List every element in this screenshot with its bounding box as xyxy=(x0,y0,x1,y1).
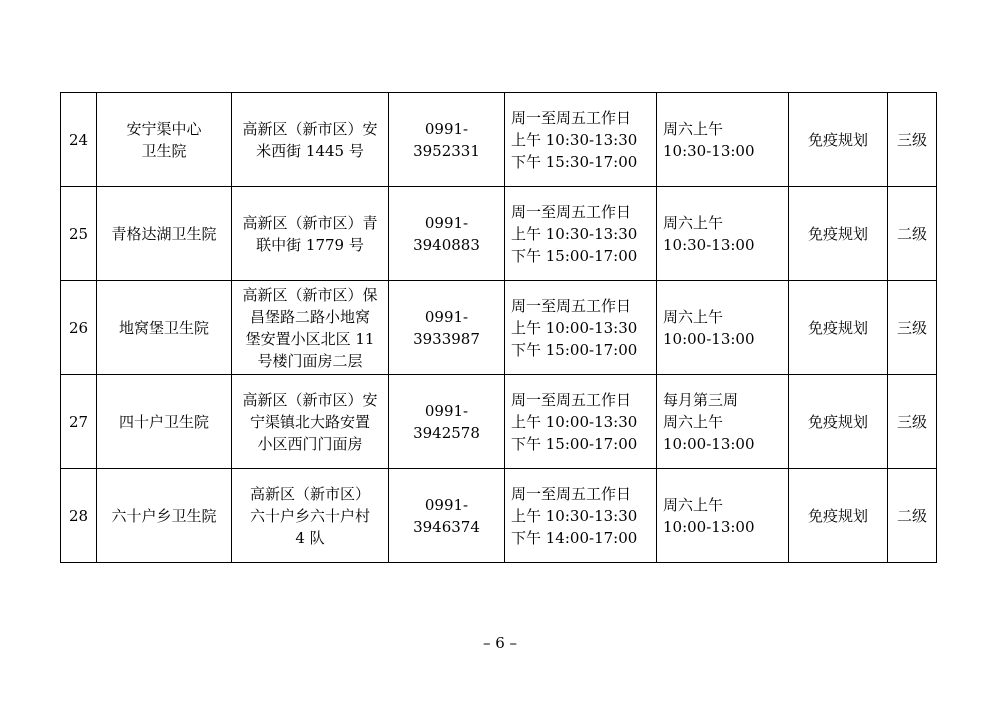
row-number-cell: 24 xyxy=(61,93,97,187)
level-cell: 三级 xyxy=(888,281,937,375)
saturday-hours-line: 10:00-13:00 xyxy=(663,517,755,536)
saturday-hours-cell xyxy=(657,187,789,281)
saturday-hours-line: 10:00-13:00 xyxy=(663,434,755,453)
service-cell: 免疫规划 xyxy=(789,469,888,563)
weekday-hours-line: 下午 15:00-17:00 xyxy=(511,246,638,265)
phone-cell: 0991-3940883 xyxy=(389,187,505,281)
clinic-name-cell xyxy=(97,281,232,375)
address-line: 昌堡路二路小地窝 xyxy=(249,307,370,326)
saturday-hours-line: 周六上午 xyxy=(663,412,724,431)
service-cell: 免疫规划 xyxy=(789,93,888,187)
saturday-hours-line: 10:30-13:00 xyxy=(663,141,755,160)
weekday-hours-line: 上午 10:00-13:30 xyxy=(511,318,638,337)
row-number-cell: 25 xyxy=(61,187,97,281)
saturday-hours-cell xyxy=(657,281,789,375)
table-row xyxy=(61,93,937,187)
weekday-hours-cell xyxy=(505,281,657,375)
table-row xyxy=(61,187,937,281)
weekday-hours-line: 上午 10:30-13:30 xyxy=(511,506,638,525)
vaccination-clinic-table xyxy=(60,92,937,563)
address-line: 宁渠镇北大路安置 xyxy=(249,412,370,431)
row-number-cell: 26 xyxy=(61,281,97,375)
weekday-hours-line: 周一至周五工作日 xyxy=(511,108,632,127)
clinic-name-line: 四十户卫生院 xyxy=(118,412,209,431)
clinic-name-line: 卫生院 xyxy=(141,141,187,160)
service-cell: 免疫规划 xyxy=(789,281,888,375)
service-cell: 免疫规划 xyxy=(789,187,888,281)
weekday-hours-cell xyxy=(505,375,657,469)
address-line: 高新区（新市区） xyxy=(249,484,370,503)
saturday-hours-cell xyxy=(657,469,789,563)
address-line: 米西街 1445 号 xyxy=(256,141,364,160)
weekday-hours-line: 周一至周五工作日 xyxy=(511,202,632,221)
weekday-hours-line: 下午 15:30-17:00 xyxy=(511,152,638,171)
clinic-name-cell xyxy=(97,93,232,187)
weekday-hours-cell xyxy=(505,93,657,187)
weekday-hours-cell xyxy=(505,469,657,563)
weekday-hours-line: 下午 15:00-17:00 xyxy=(511,434,638,453)
address-cell xyxy=(232,375,389,469)
saturday-hours-line: 10:00-13:00 xyxy=(663,329,755,348)
address-line: 小区西门门面房 xyxy=(257,434,363,453)
clinic-name-line: 青格达湖卫生院 xyxy=(111,224,217,243)
weekday-hours-line: 周一至周五工作日 xyxy=(511,390,632,409)
level-cell: 二级 xyxy=(888,187,937,281)
level-cell: 二级 xyxy=(888,469,937,563)
table-row xyxy=(61,375,937,469)
phone-cell: 0991-3952331 xyxy=(389,93,505,187)
row-number-cell: 27 xyxy=(61,375,97,469)
saturday-hours-line: 周六上午 xyxy=(663,213,724,232)
saturday-hours-line: 每月第三周 xyxy=(663,390,739,409)
saturday-hours-cell xyxy=(657,375,789,469)
weekday-hours-line: 周一至周五工作日 xyxy=(511,484,632,503)
address-line: 高新区（新市区）安 xyxy=(242,119,378,138)
clinic-name-line: 六十户乡卫生院 xyxy=(111,506,217,525)
address-line: 4 队 xyxy=(295,528,325,547)
clinic-name-line: 安宁渠中心 xyxy=(126,119,202,138)
saturday-hours-line: 周六上午 xyxy=(663,119,724,138)
weekday-hours-line: 周一至周五工作日 xyxy=(511,296,632,315)
address-line: 联中街 1779 号 xyxy=(256,235,364,254)
weekday-hours-line: 上午 10:30-13:30 xyxy=(511,130,638,149)
address-line: 堡安置小区北区 11 xyxy=(245,329,375,348)
table-row xyxy=(61,469,937,563)
weekday-hours-line: 上午 10:00-13:30 xyxy=(511,412,638,431)
address-line: 高新区（新市区）青 xyxy=(242,213,378,232)
saturday-hours-line: 周六上午 xyxy=(663,495,724,514)
service-cell: 免疫规划 xyxy=(789,375,888,469)
address-line: 高新区（新市区）保 xyxy=(242,285,378,304)
clinic-name-cell xyxy=(97,187,232,281)
level-cell: 三级 xyxy=(888,375,937,469)
phone-cell: 0991-3946374 xyxy=(389,469,505,563)
address-line: 六十户乡六十户村 xyxy=(249,506,370,525)
row-number-cell: 28 xyxy=(61,469,97,563)
clinic-name-cell xyxy=(97,469,232,563)
address-cell xyxy=(232,187,389,281)
weekday-hours-line: 上午 10:30-13:30 xyxy=(511,224,638,243)
address-line: 号楼门面房二层 xyxy=(257,351,363,370)
phone-cell: 0991-3942578 xyxy=(389,375,505,469)
table-row xyxy=(61,281,937,375)
weekday-hours-line: 下午 15:00-17:00 xyxy=(511,340,638,359)
saturday-hours-cell xyxy=(657,93,789,187)
clinic-name-line: 地窝堡卫生院 xyxy=(118,318,209,337)
weekday-hours-cell xyxy=(505,187,657,281)
address-cell xyxy=(232,469,389,563)
saturday-hours-line: 周六上午 xyxy=(663,307,724,326)
clinic-name-cell xyxy=(97,375,232,469)
page-number: – 6 – xyxy=(482,634,518,652)
level-cell: 三级 xyxy=(888,93,937,187)
address-cell xyxy=(232,281,389,375)
address-line: 高新区（新市区）安 xyxy=(242,390,378,409)
weekday-hours-line: 下午 14:00-17:00 xyxy=(511,528,638,547)
phone-cell: 0991-3933987 xyxy=(389,281,505,375)
saturday-hours-line: 10:30-13:00 xyxy=(663,235,755,254)
table-body xyxy=(61,93,937,563)
address-cell xyxy=(232,93,389,187)
